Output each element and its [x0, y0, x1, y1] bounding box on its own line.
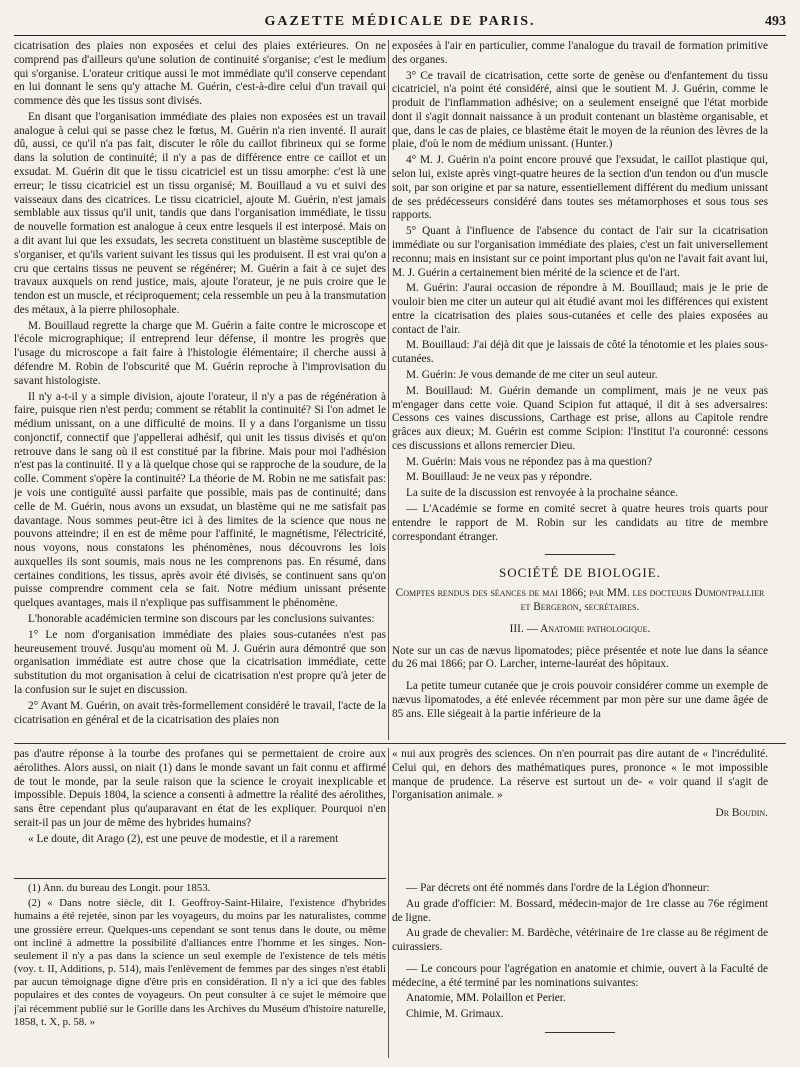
section-subtitle: Comptes rendus des séances de mai 1866; par MM. les docteurs Dumontpallier et Bergeron, secrétaires.	[395, 587, 765, 613]
footnote: (1) Ann. du bureau des Longit. pour 1853.	[28, 882, 211, 894]
paragraph: 3° Ce travail de cicatrisation, cette sorte de genèse ou d'enfantement du tissu cicatriciel, n'a point été considéré, ainsi que le soutient M. J. Guérin, comme le produit de l'inflammation adhésive; on a seulement enseigné que l'état morbide dont il s'agit donnait naissance à un produit contenant un blastème organisable, et que, dans le cas de plaies, ce blastème était le moyen de la réunion des lèvres de la plaie, d'où le nom de médium unissant. (Hunter.)	[392, 69, 768, 151]
footnote-divider	[14, 878, 386, 879]
notice: — Le concours pour l'agrégation en anatomie et chimie, ouvert à la Faculté de médecine, a été terminé par les nominations suivantes:	[392, 962, 768, 989]
left-column	[14, 40, 386, 740]
footnote: (2) « Dans notre siècle, dit I. Geoffroy-Saint-Hilaire, l'existence d'hybrides humains a été rejetée, sinon par les voyageurs, du moins par les naturalistes, comme une grossière erreur. Quelques-uns cependant se sont tenus dans le doute, ou même ont incliné à admettre la possibilité d'alliances entre l'homme et les singes. Non-seulement il n'y a pas dans la science un seul exemple de l'existence de tels métis (voy. t. II, Additions, p. 514), mais l'enlèvement de femmes par des singes n'est établi par aucun témoignage digne d'être pris en considération. Il n'y a ici que des fables populaires et des contes de voyageurs. On peut consulter à ce sujet le mémoire que j'ai récemment publié sur le Gorille dans les Archives du Muséum d'histoire naturelle, 1858, t. X, p. 58. »	[14, 897, 386, 1028]
page-header	[14, 8, 786, 36]
page-number: 493	[765, 14, 786, 29]
dialog-line: M. Bouillaud: M. Guérin demande un compliment, mais je ne veux pas m'engager dans cette voie. Quand Scipion fut attaqué, il dit à ses adversaires: Cessons ces vaines discussions, Carthage est prise, allons au Capitole rendre grâces aux dieux; M. Guérin est comme Scipion: l'Institut l'a couronné: cessons ces discussions et allons remercier Dieu.	[392, 384, 768, 452]
section-title: SOCIÉTÉ DE BIOLOGIE.	[499, 565, 661, 581]
paragraph: exposées à l'air en particulier, comme l'analogue du travail de formation primitive des organes.	[392, 40, 768, 66]
end-divider	[545, 1032, 615, 1033]
dialog-line: M. Guérin: Mais vous ne répondez pas à ma question?	[406, 455, 652, 468]
column-divider	[388, 40, 389, 740]
dialog-line: M. Guérin: J'aurai occasion de répondre à M. Bouillaud; mais je le prie de vouloir bien me citer un auteur qui ait étudié avant moi les différences qui existent entre la cicatrisation des plaies sous-cutanées et celle des plaies exposées au contact de l'air.	[392, 282, 768, 336]
paragraph: « Le doute, dit Arago (2), est une peuve de modestie, et il a rarement	[28, 832, 339, 845]
paragraph: Il n'y a-t-il y a simple division, ajoute l'orateur, il n'y a pas de régénération à faire, puisque rien n'est perdu; comment se rétablit la continuité? Si l'on admet le médium unissant, on a une difficulté de moins. Il y a dans l'organisme un tissu conjonctif, connectif que j'appellerai adhésif, qui unit les tissus divisés et qu'on retrouve dans le sang où il est constitué par la fibrine. Mais pour moi l'adhésion n'est pas la continuité. Il y a là quelque chose qui se rapproche de la soudure, de la colle. Comment s'opère la continuité? La théorie de M. Robin ne me satisfait pas: je vois une contiguïté aussi parfaite que possible, mais pas de continuité; dans celle de M. Guérin, nous avons un exsudat, un blastème qui ne me satisfait pas davantage. Nous sommes peut-être ici à des limites de la science que nous ne pouvons atteindre; il en est de même pour l'affinité, le magnétisme, l'électricité, nous voyons, nous constatons les phénomènes, nous découvrons les lois auxquelles ils sont soumis, mais nous ne les comprenons pas. En résumé, dans certaines conditions, les tissus, après avoir été divisés, se continuent sans qu'on puisse comprendre comment cela se fait. Notre médium unissant présente quelques avantages, mais il n'explique pas suffisamment le phénomène.	[14, 390, 386, 610]
paragraph: L'honorable académicien termine son discours par les conclusions suivantes:	[28, 613, 375, 626]
right-column	[392, 40, 768, 740]
paragraph: « nui aux progrès des sciences. On n'en pourrait pas dire autant de « l'incrédulité. Celui qui, en dehors des mathématiques pures, prononce « le mot impossible manque de prudence. La réserve est surtout un de- « voir quand il s'agit de l'organisation animale. »	[392, 748, 768, 802]
notice: Chimie, M. Grimaux.	[406, 1008, 504, 1021]
bottom-left-column	[14, 748, 386, 870]
dialog-line: M. Bouillaud: Je ne veux pas y répondre.	[406, 471, 593, 484]
notices	[392, 882, 768, 1062]
bottom-right-column	[392, 748, 768, 870]
dialog-line: La suite de la discussion est renvoyée à la prochaine séance.	[406, 487, 678, 500]
paragraph: M. Bouillaud regrette la charge que M. Guérin a faite contre le microscope et l'école micrographique; il entreprend leur défense, il montre les progrès que l'usage du microscope a fait faire à l'histologie élémentaire; il cherche aussi à défendre M. Robin de l'obscurité que M. Guérin reproche à l'improvisation du savant histologiste.	[14, 319, 386, 387]
paragraph: 1° Le nom d'organisation immédiate des plaies sous-cutanées n'est pas heureusement trouvé. Jusqu'au moment où M. J. Guérin aura démontré que son organisation immédiate est autre chose que la cicatrisation immédiate, cette substitution du mot organisation à celui de cicatrisation n'est propre qu'à jeter de la confusion sur le sujet en discussion.	[14, 628, 386, 696]
paragraph: pas d'autre réponse à la tourbe des profanes qui se permettaient de croire aux aérolithes. Alors aussi, on niait (1) dans le monde savant un fait connu et affirmé de tout le monde, par la seule raison que la science le croyait inexplicable et impossible. Depuis 1804, la science a consenti à admettre la réalité des aérolithes, sans être cependant plus qu'auparavant en état de les expliquer. Pourquoi n'en serait-il pas un jour de même des hybrides humains?	[14, 748, 386, 829]
dialog-line: — L'Académie se forme en comité secret à quatre heures trois quarts pour entendre le rapport de M. Robin sur les candidats au titre de membre correspondant étranger.	[392, 503, 768, 543]
notice: Anatomie, MM. Polaillon et Perier.	[406, 992, 566, 1005]
column-divider	[388, 748, 389, 1058]
footnotes	[14, 882, 386, 1062]
signature: Dr Boudin.	[715, 807, 768, 820]
note-title: Note sur un cas de nævus lipomatodes; pièce présentée et note lue dans la séance du 26 mai 1866; par O. Larcher, interne-lauréat des hôpitaux.	[392, 644, 768, 671]
notice: Au grade de chevalier: M. Bardèche, vétérinaire de 1re classe au 8e régiment de cuirassiers.	[392, 927, 768, 954]
paragraph: cicatrisation des plaies non exposées et celui des plaies extérieures. On ne comprend pas d'ailleurs qu'une solution de continuité s'organise; c'est le medium qui s'organise. L'orateur critique aussi le mot immédiate qu'il conserve cependant en lui donnant le sens qu'y attache M. Guérin, c'est-à-dire celui d'un travail qui commence dès que les tissus sont divisés.	[14, 40, 386, 108]
subsection-title: III. — Anatomie pathologique.	[509, 622, 651, 635]
paragraph: 2° Avant M. Guérin, on avait très-formellement considéré le travail, l'acte de la cicatrisation en général et de la cicatrisation des plaies non	[14, 699, 386, 726]
section-divider	[545, 554, 615, 555]
horizontal-divider	[14, 743, 786, 744]
paragraph: 5° Quant à l'influence de l'absence du contact de l'air sur la cicatrisation immédiate ou sur l'organisation immédiate des plaies, c'est un fait universellement reconnu; mais en insistant sur ce point important plus qu'on ne l'avait fait avant lui, M. J. Guérin a certainement bien mérité de la science et de l'art.	[392, 225, 768, 279]
dialog-line: M. Bouillaud: J'ai déjà dit que je laissais de côté la ténotomie et les plaies sous-cutanées.	[392, 339, 768, 366]
paragraph: 4° M. J. Guérin n'a point encore prouvé que l'exsudat, le caillot plastique qui, selon lui, existe après vingt-quatre heures de la section d'un tendon ou d'un muscle soit, par son origine et par sa nature, essentiellement différent du medium unissant de ses prédécesseurs considéré dans toutes ses métamorphoses et sous tous ses rapports.	[392, 154, 768, 222]
paragraph: En disant que l'organisation immédiate des plaies non exposées est un travail analogue à celui qui se passe chez le fœtus, M. Guérin n'a rien inventé. Il aurait dû, aussi, ce qu'il n'a pas fait, discuter le rôle du caillot fibrineux qui se forme dans la solution de continuité; il n'y a pas de différence entre ce caillot et un exsudat. M. Guérin dit que le tissu cicatriciel est un tissu amorphe: c'est là une erreur; le tissu cicatriciel est un tissu organisé; M. Bouillaud a vu et suivi des vaisseaux dans des cicatrices. Le tissu cicatriciel, ajoute M. Guérin, n'est jamais semblable aux tissus qu'il unit, tandis que dans l'organisation immédiate, le tissu de nouvelle formation est analogue à ceux entre lesquels il est interposé. Mais on a dit avant lui que les exsudats, les secreta constituent un blastème susceptible de s'organiser, et qu'ils varient suivant les tissus qui les produisent. Il est vrai qu'on a cru que certains tissus ne peuvent se régénérer; M. Guérin a fait à ce sujet des travaux auxquels on rend justice, mais, ajoute l'orateur, je ne puis croire que le tendon est un muscle, et réciproquement; cela ressemble un peu à la transmutation des métaux, à la pierre philosophale.	[14, 110, 386, 316]
journal-title: GAZETTE MÉDICALE DE PARIS.	[264, 14, 536, 29]
notice: Au grade d'officier: M. Bossard, médecin-major de 1re classe au 76e régiment de ligne.	[392, 897, 768, 924]
dialog-line: M. Guérin: Je vous demande de me citer un seul auteur.	[406, 368, 658, 381]
paragraph: La petite tumeur cutanée que je crois pouvoir considérer comme un exemple de nævus lipomatodes, a été enlevée récemment par mon père sur une dame âgée de 85 ans. Elle siégeait à la partie inférieure de la	[392, 680, 768, 720]
discussion-dialog	[392, 282, 768, 544]
notice: — Par décrets ont été nommés dans l'ordre de la Légion d'honneur:	[406, 882, 710, 894]
